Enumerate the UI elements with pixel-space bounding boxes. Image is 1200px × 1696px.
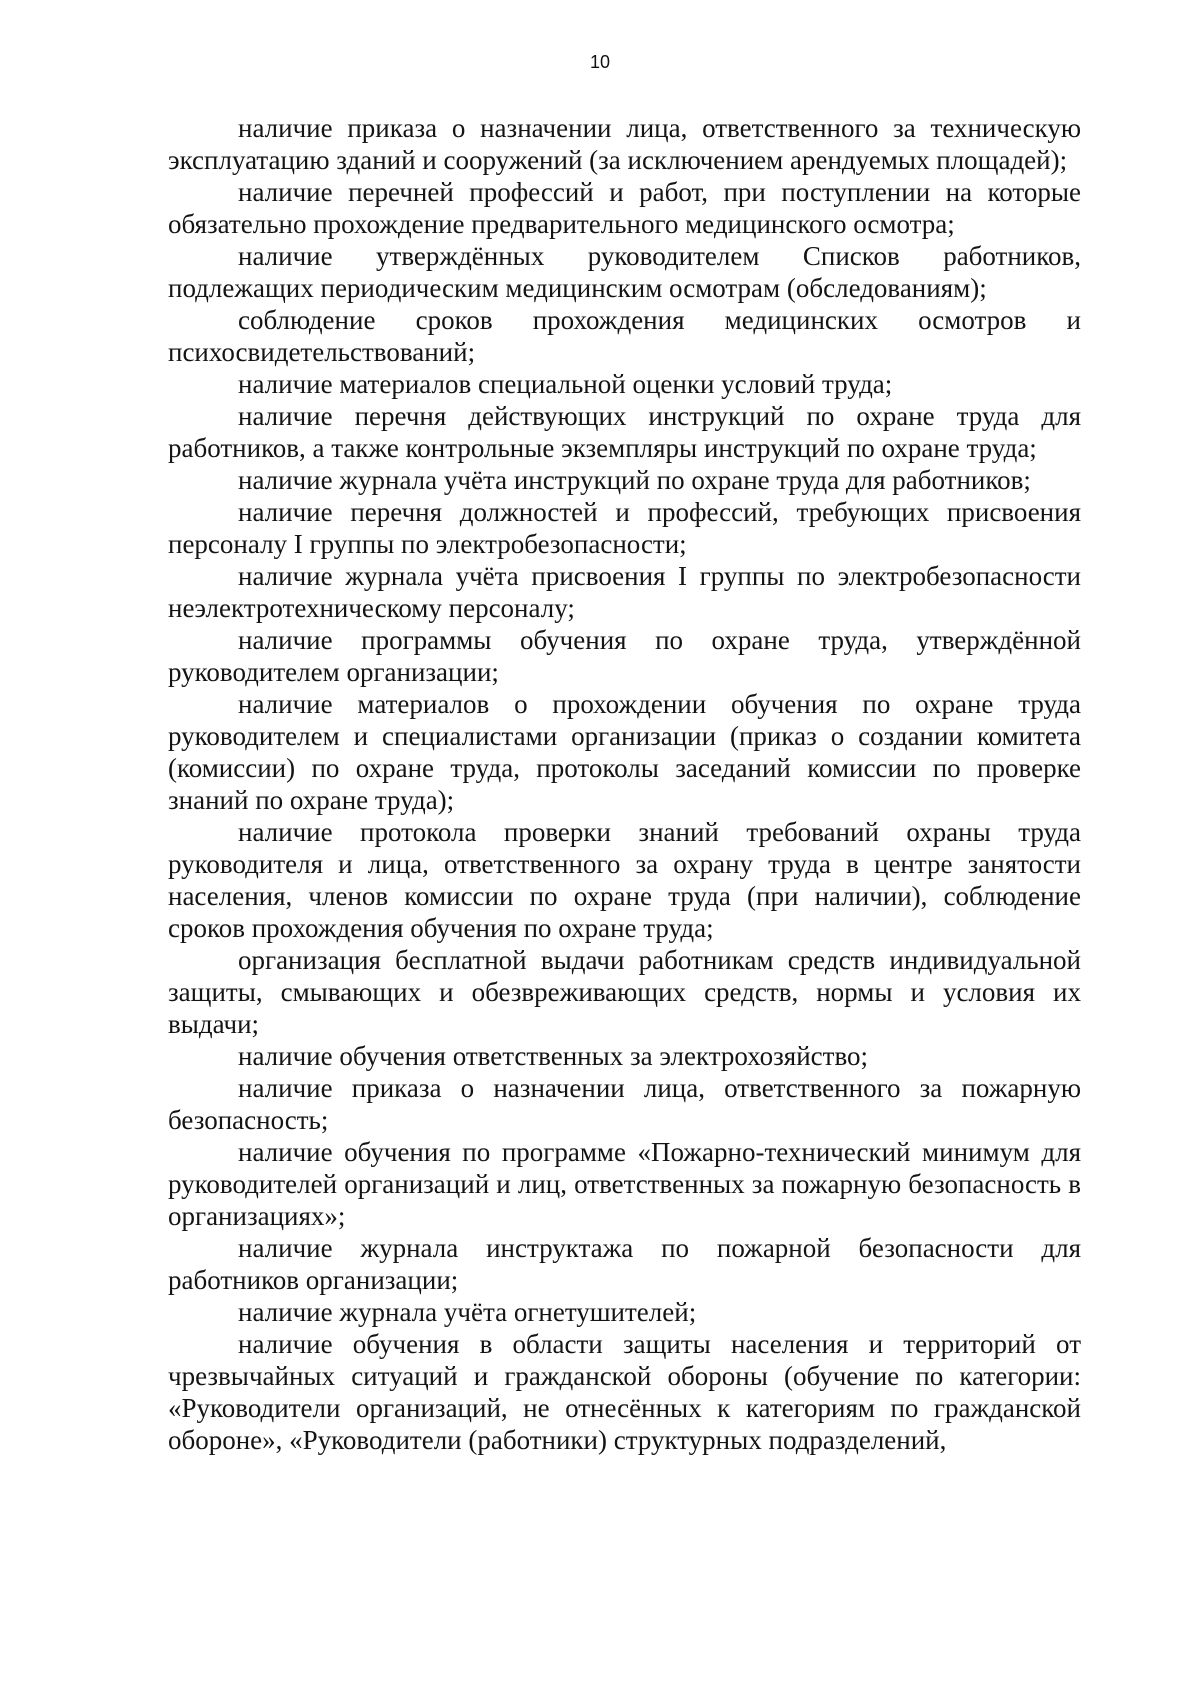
paragraph: наличие журнала инструктажа по пожарной безопасности для работников организации; [168, 1233, 1081, 1295]
paragraph: наличие материалов специальной оценки условий труда; [238, 369, 893, 399]
paragraph: наличие программы обучения по охране труда, утверждённой руководителем организации; [168, 625, 1081, 687]
paragraph: наличие перечня действующих инструкций по охране труда для работников, а также контрольные экземпляры инструкций по охране труда; [168, 401, 1081, 463]
paragraph: наличие перечня должностей и профессий, требующих присвоения персоналу I группы по электробезопасности; [168, 497, 1081, 559]
paragraph: соблюдение сроков прохождения медицинских осмотров и психосвидетельствований; [168, 305, 1081, 367]
paragraph: наличие приказа о назначении лица, ответственного за техническую эксплуатацию зданий и сооружений (за исключением арендуемых площадей); [168, 113, 1081, 175]
page-number: 10 [589, 52, 611, 72]
paragraph: наличие перечней профессий и работ, при поступлении на которые обязательно прохождение предварительного медицинского осмотра; [168, 177, 1081, 239]
paragraph: организация бесплатной выдачи работникам средств индивидуальной защиты, смывающих и обезвреживающих средств, нормы и условия их выдачи; [168, 945, 1081, 1039]
paragraph: наличие журнала учёта огнетушителей; [238, 1297, 697, 1327]
paragraph: наличие обучения ответственных за электрохозяйство; [238, 1041, 869, 1071]
paragraph: наличие журнала учёта присвоения I группы по электробезопасности неэлектротехническому персоналу; [168, 561, 1081, 623]
paragraph: наличие журнала учёта инструкций по охране труда для работников; [238, 465, 1031, 495]
document-body [168, 112, 1081, 1456]
paragraph: наличие материалов о прохождении обучения по охране труда руководителем и специалистами организации (приказ о создании комитета (комиссии) по охране труда, протоколы заседаний комиссии по проверке знаний по охране труда); [168, 689, 1081, 815]
paragraph: наличие протокола проверки знаний требований охраны труда руководителя и лица, ответственного за охрану труда в центре занятости населения, членов комиссии по охране труда (при наличии), соблюдение сроков прохождения обучения по охране труда; [168, 817, 1081, 943]
paragraph: наличие обучения по программе «Пожарно-технический минимум для руководителей организаций и лиц, ответственных за пожарную безопасность в организациях»; [168, 1137, 1081, 1231]
paragraph: наличие приказа о назначении лица, ответственного за пожарную безопасность; [168, 1073, 1081, 1135]
paragraph: наличие утверждённых руководителем Списков работников, подлежащих периодическим медицинским осмотрам (обследованиям); [168, 241, 1081, 303]
paragraph: наличие обучения в области защиты населения и территорий от чрезвычайных ситуаций и гражданской обороны (обучение по категории: «Руководители организаций, не отнесённых к категориям по гражданской обороне», «Руководители (работники) структурных подразделений, [168, 1329, 1081, 1455]
